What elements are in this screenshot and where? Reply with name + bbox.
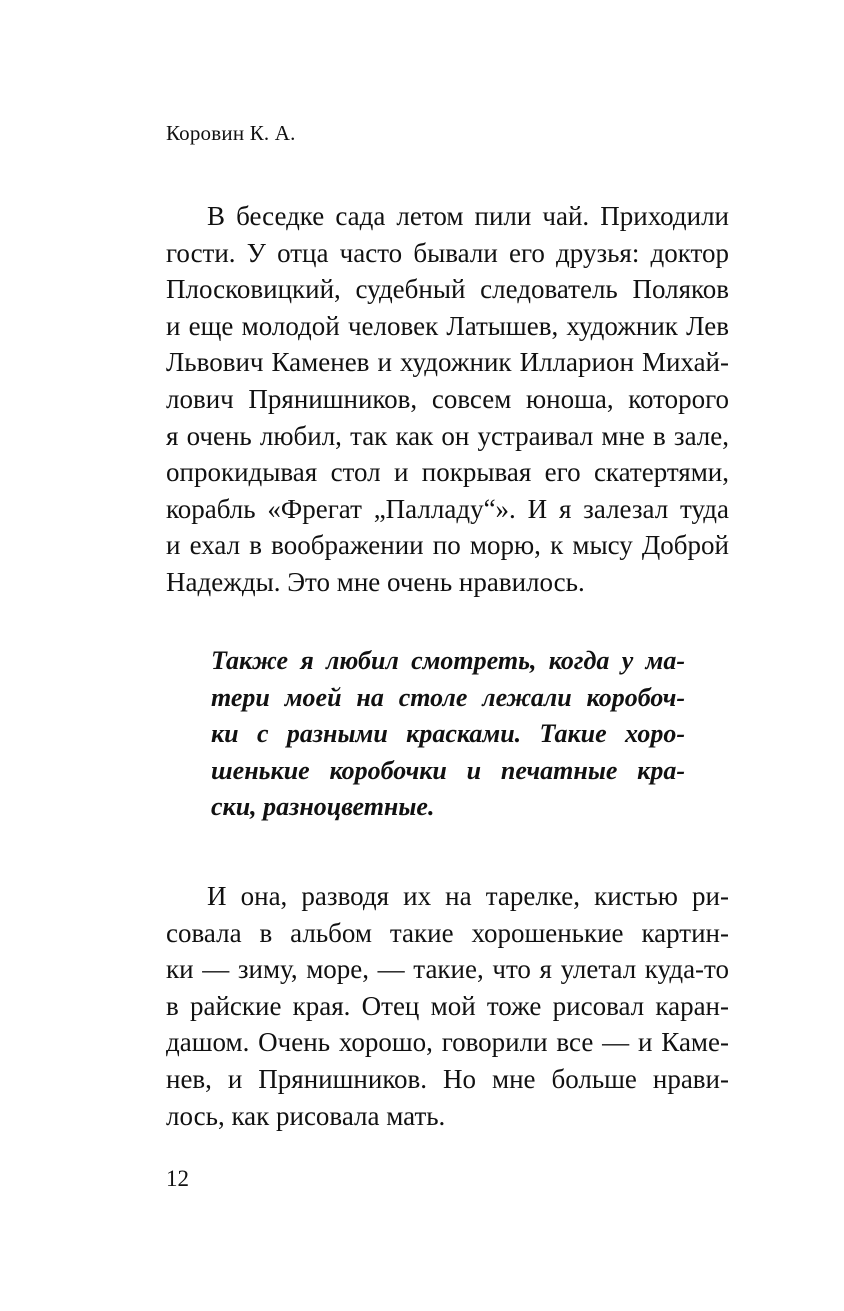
page-number: 12 xyxy=(166,1166,189,1191)
text-line: Плосковицкий, судебный следователь Поляков xyxy=(166,274,729,305)
quote-line: тери моей на столе лежали коробоч- xyxy=(211,682,685,712)
text-line: Надежды. Это мне очень нравилось. xyxy=(166,566,585,597)
text-line: Львович Каменев и художник Илларион Михай- xyxy=(166,347,729,378)
text-line: опрокидывая стол и покрывая его скатертями, xyxy=(166,457,729,488)
text-line: лось, как рисовала мать. xyxy=(166,1100,446,1131)
text-line: дашом. Очень хорошо, говорили все — и Каме- xyxy=(166,1027,729,1058)
text-line: гости. У отца часто бывали его друзья: доктор xyxy=(166,237,729,268)
text-line: я очень любил, так как он устраивал мне в зале, xyxy=(166,420,729,451)
text-line: лович Прянишников, совсем юноша, которого xyxy=(166,383,729,414)
paragraph-2 xyxy=(166,878,729,1134)
running-head: Коровин К. А. xyxy=(166,121,296,145)
text-line: и ехал в воображении по морю, к мысу Доброй xyxy=(166,530,729,561)
text-line: в райские края. Отец мой тоже рисовал каран- xyxy=(166,990,729,1021)
text-line: совала в альбом такие хорошенькие картин- xyxy=(166,917,729,948)
quote-line: ки с разными красками. Такие хоро- xyxy=(211,719,685,749)
text-line: ки — зиму, море, — такие, что я улетал куда-то xyxy=(166,954,729,985)
text-line: В беседке сада летом пили чай. Приходили xyxy=(207,201,729,231)
text-line: корабль «Фрегат „Палладу“». И я залезал туда xyxy=(166,493,729,524)
paragraph-1 xyxy=(166,198,729,601)
quote-line: ски, разноцветные. xyxy=(211,792,435,822)
text-line: и еще молодой человек Латышев, художник Лев xyxy=(166,310,729,341)
highlighted-quote xyxy=(211,643,685,826)
quote-line: шенькие коробочки и печатные кра- xyxy=(211,755,685,785)
text-line: И она, разводя их на тарелке, кистью ри- xyxy=(207,881,729,911)
quote-line: Также я любил смотреть, когда у ма- xyxy=(211,646,685,675)
text-line: нев, и Прянишников. Но мне больше нрави- xyxy=(166,1063,729,1094)
